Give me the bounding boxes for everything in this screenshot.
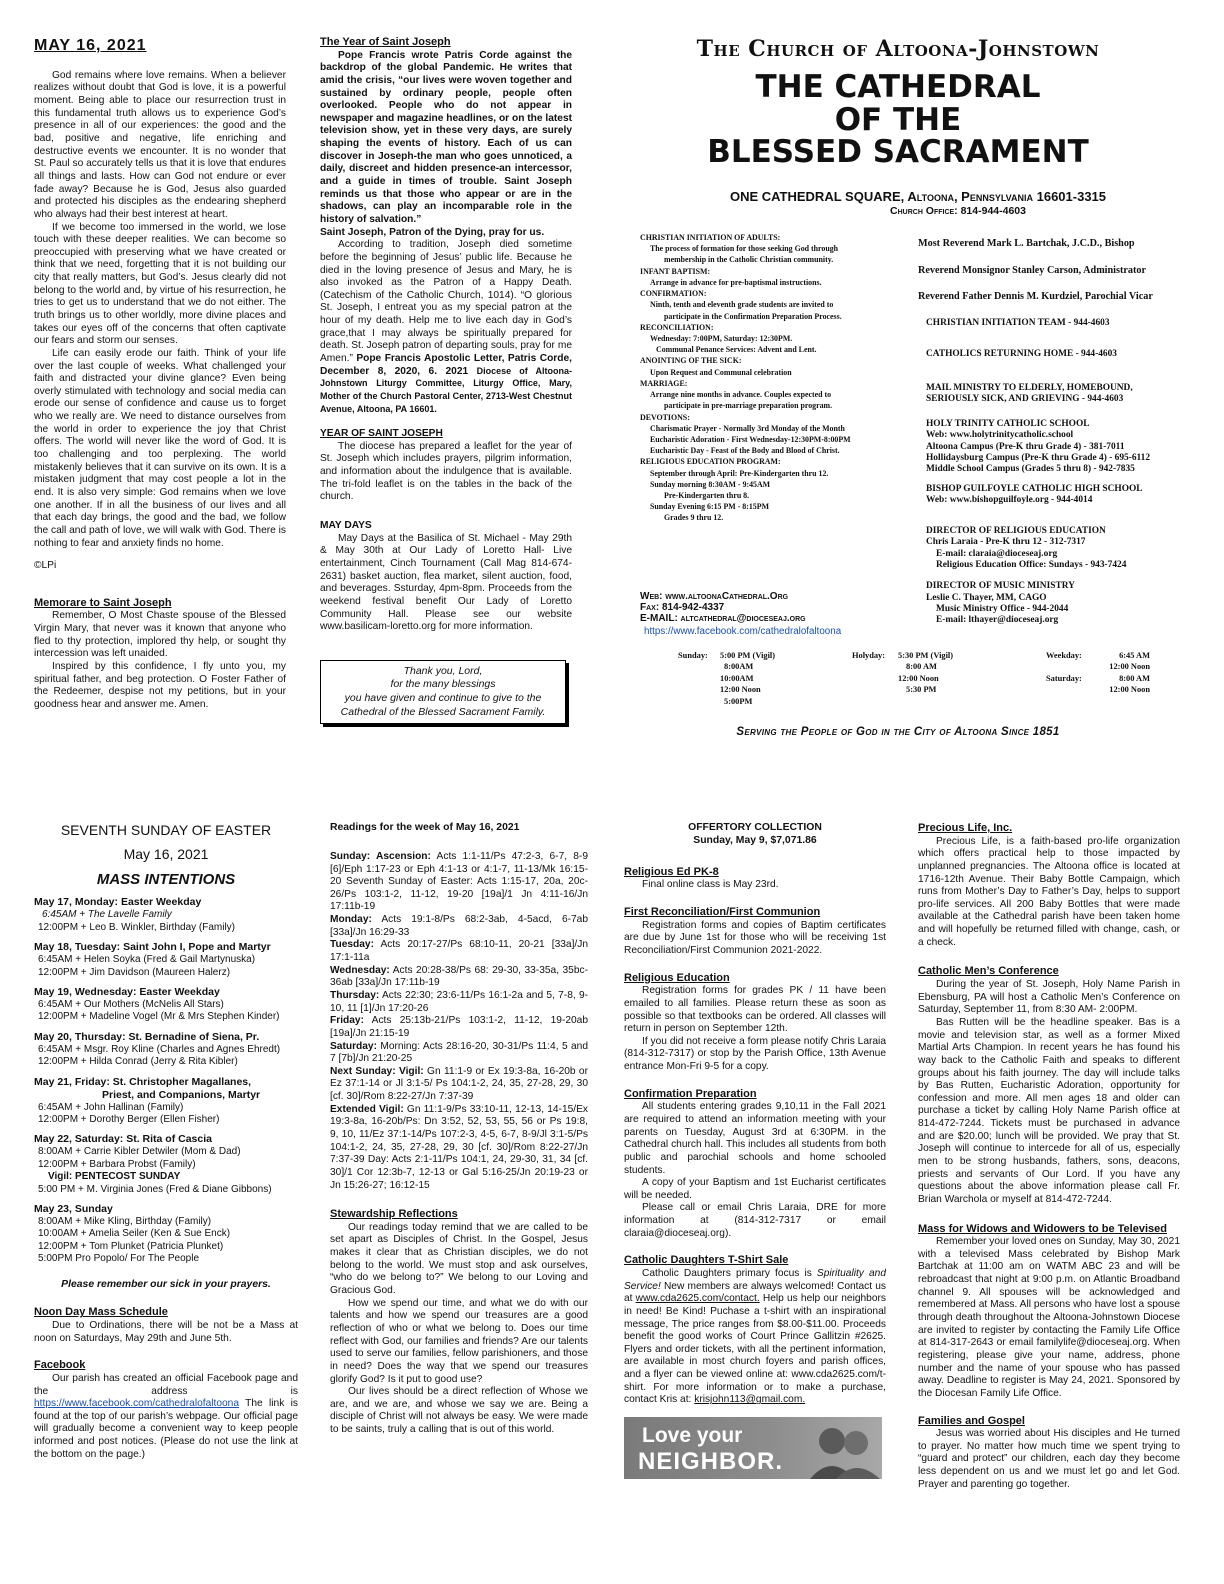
catholic-daughters-text — [624, 1268, 886, 1407]
sacrament-heading: CHRISTIAN INITIATION OF ADULTS: — [640, 233, 781, 242]
bulletin-date: MAY 16, 2021 — [34, 37, 147, 54]
sacrament-block — [640, 322, 902, 356]
mass-intentions-column — [34, 822, 298, 1562]
weekday-times — [1100, 650, 1150, 673]
stewardship-paragraph: Our lives should be a direct reflection of Whose we are, and we are, and whose we say we are. Being a disciple of Christ will not always be easy. We were made to be saints, truly a calling that is out of this world. — [330, 1386, 588, 1436]
reading-entry — [330, 1015, 588, 1040]
sacrament-block — [640, 232, 902, 266]
sacrament-line: Charismatic Prayer - Normally 3rd Monday of the Month — [650, 423, 845, 433]
reading-citations: Acts 25:13b-21/Ps 103:1-2, 11-12, 19-20ab [19a]/Jn 21:15-19 — [330, 1015, 588, 1039]
readings-column — [330, 822, 588, 1562]
intention-line: 5:00PM Pro Popolo/ For The People — [38, 1253, 200, 1265]
intention-line: 6:45AM + Our Mothers (McNelis All Stars) — [38, 998, 224, 1010]
sacraments-list — [640, 232, 902, 524]
precious-life-title: Precious Life, Inc. — [918, 822, 1013, 834]
mass-time: 5:30 PM — [906, 685, 937, 695]
may-days-paragraph: May Days at the Basilica of St. Michael - May 29th & May 30th at Our Lady of Loretto Hall- Live entertainment, Cinch Tournament (Call Mag 814-674-2631) basket auction, flea market, silent auction, food, and beverages. Ssturday, 4pm-8pm. Proceeds from the weekend festival benefit Our Lady of Loretto Community Hall. Please see our website www.basilicam-loretto.org for more information. — [320, 532, 572, 633]
intention-line: Vigil: PENTECOST SUNDAY — [48, 1171, 181, 1183]
reading-citations: Acts 1:1-11/Ps 47:2-3, 6-7, 8-9 [6]/Eph 1:17-23 or Eph 4:1-13 or 4:1-7, 11-13/Mk 16:15-20 Seventh Sunday of Easter: Acts 1:15-17, 20a, 20c-26/Ps 103:1-2, 11-12, 19-20 [19a]/1 Jn 4:11-16/Jn 17:11b-19 — [330, 850, 588, 913]
ministry-heading: DIRECTOR OF MUSIC MINISTRY — [926, 581, 1075, 592]
email[interactable]: E-MAIL: altcathedral@dioceseaj.org — [640, 613, 806, 625]
love-your-text: Love your — [642, 1424, 743, 1448]
reading-day: Saturday: — [330, 1040, 377, 1052]
weekday-label: Weekday: — [1046, 651, 1082, 660]
intention-line: 10:00AM + Amelia Seiler (Ken & Sue Enck) — [38, 1228, 231, 1240]
facebook-page-link[interactable]: https://www.facebook.com/cathedralofaltoona — [34, 1398, 239, 1410]
offertory-amount: Sunday, May 9, $7,071.86 — [693, 834, 817, 846]
reading-day: Friday: — [330, 1015, 364, 1027]
ministry-line: Middle School Campus (Grades 5 thru 8) - 942-7835 — [926, 464, 1135, 475]
reading-entry — [330, 939, 588, 964]
mens-conference-title: Catholic Men’s Conference — [918, 965, 1059, 978]
ministry-block — [926, 419, 1196, 475]
facebook-text: Our parish has created an official Facebook page and the address is — [34, 1372, 298, 1397]
mi-heading-2: May 16, 2021 — [123, 846, 209, 863]
saturday-label: Saturday: — [1046, 674, 1082, 683]
clergy-list — [918, 238, 1196, 304]
sacrament-block — [640, 378, 902, 412]
contact-block — [640, 591, 910, 638]
intention-line: 6:45AM + The Lavelle Family — [42, 909, 172, 921]
confirmation-text: Please call or email Chris Laraia, DRE for more information at (814-312-7317 or email claraia@dioceseaj.org). — [624, 1202, 886, 1239]
intention-line: 6:45AM + John Hallinan (Family) — [38, 1101, 184, 1113]
intention-day — [34, 986, 298, 1024]
thank-you-box — [320, 660, 566, 725]
patron-heading: Saint Joseph, Patron of the Dying, pray for us. — [320, 226, 545, 238]
intention-day — [34, 1203, 298, 1266]
ministry-line: Music Ministry Office - 944-2044 — [936, 603, 1069, 614]
cd-text: Catholic Daughters primary focus is — [642, 1268, 817, 1279]
cd-text-3: Help us help our neighbors in need! Be Kind! Puchase a t-shirt with an inspirational message, The price ranges from $8.00-$11.00. Proceeds benefit the good works of Court Prince Gallitzin #2625. Flyers and order tickets, with all the pertinent information, are available in most church foyers and parish offices, and a flyer can be viewed online at: www.cda2625.com/t-shirt. For more information or to make a purchase, contact Kris at: — [624, 1293, 886, 1406]
intention-line: 12:00PM + Leo B. Winkler, Birthday (Family) — [38, 921, 236, 933]
reading-entry — [330, 990, 588, 1015]
reflection-paragraph: If we become too immersed in the world, we lose touch with these deeper realities. We can become so preoccupied with preserving what we have created or think that we need, forgetting that it is not building our city that really matters, but God’s. Jesus clearly did not belong to the world and, by virtue of his resurrection, he tries to get us to understand that we do not either. The truth brings us to other worldly, more divine places and takes our eyes off of the concerns that often captivate our fears and storm our senses. — [34, 221, 286, 347]
intention-day — [34, 941, 298, 979]
reading-citations: Gn 11:1-9/Ps 33:10-11, 12-13, 14-15/Ex 19:3-8a, 16-20b/Ps: Dn 3:52, 52, 53, 55, 56 or Ps 19:8, 9, 10, 11/Ez 37:1-14/Ps 107:2-3, 4-5, 6-7, 8-9/Jl 3:1-5/Ps 104:1-2, 24, 35, 27-28, 29, 30 [cf. 30]/Rom 8:22-27/Jn 7:37-39 Day: Acts 2:1-11/Ps 104:1, 24, 29-30, 31, 34 [cf. 30]/1 Cor 12:3b-7, 12-13 or Gal 5:16-25/Jn 20:19-23 or Jn 15:26-27; 16:12-15 — [330, 1103, 588, 1191]
ministry-heading: MAIL MINISTRY TO ELDERLY, HOMEBOUND, — [926, 382, 1133, 393]
reading-entry — [330, 851, 588, 914]
saturday-times — [1100, 673, 1150, 696]
ministry-heading: DIRECTOR OF RELIGIOUS EDUCATION — [926, 526, 1106, 537]
serving-tagline: Serving the People of God in the City of Altoona Since 1851 — [736, 726, 1060, 738]
confirmation-title: Confirmation Preparation — [624, 1087, 757, 1100]
intention-line: 5:00 PM + M. Virginia Jones (Fred & Diane Gibbons) — [38, 1183, 272, 1195]
reading-citations: Morning: Acts 28:16-20, 30-31/Ps 11:4, 5 and 7 [7b]/Jn 21:20-25 — [330, 1040, 588, 1065]
religious-education-text: If you did not receive a form please notify Chris Laraia (814-312-7317) or stop by the Parish Office, 13th Avenue entrance Mon-Fri 9-5 for a copy. — [624, 1035, 886, 1073]
intention-day-heading: May 20, Thursday: St. Bernadine of Siena, Pr. — [34, 1030, 260, 1043]
title-line-2: OF THE — [834, 101, 962, 138]
sacrament-line: Wednesday: 7:00PM, Saturday: 12:30PM. — [650, 333, 793, 343]
widows-mass-title: Mass for Widows and Widowers to be Televised — [918, 1222, 1167, 1235]
sacrament-block — [640, 412, 902, 457]
first-communion-title: First Reconciliation/First Communion — [624, 906, 821, 919]
memorare-paragraph: Remember, O Most Chaste spouse of the Blessed Virgin Mary, that never was it known that anyone who fled to thy protection, implored thy help, or sought thy intercession was left unaided. — [34, 610, 286, 660]
intention-day-heading: May 18, Tuesday: Saint John I, Pope and Martyr — [34, 941, 271, 954]
mass-time: 12:00 Noon — [1109, 662, 1150, 672]
clergy-vicar: Reverend Father Dennis M. Kurdziel, Parochial Vicar — [918, 291, 1153, 303]
ministry-line: Altoona Campus (Pre-K thru Grade 4) - 381-7011 — [926, 441, 1125, 452]
intention-day-heading: May 19, Wednesday: Easter Weekday — [34, 985, 220, 998]
confirmation-text: All students entering grades 9,10,11 in the Fall 2021 are required to attend an information meeting with your parents on Tuesday, August 3rd at 6:30PM. in the Cathedral church hall. This includes all students from both public and parochial schools and home schooled students. — [624, 1101, 886, 1176]
reading-citations: Acts 19:1-8/Ps 68:2-3ab, 4-5acd, 6-7ab [33a]/Jn 16:29-33 — [330, 914, 588, 938]
holyday-times — [898, 650, 953, 696]
facebook-link[interactable]: https://www.facebook.com/cathedralofaltoona — [644, 625, 842, 637]
sacrament-line: Ninth, tenth and eleventh grade students are invited to — [650, 300, 834, 310]
reading-citations: Acts 22:30; 23:6-11/Ps 16:1-2a and 5, 7-8, 9-10, 11 [1]/Jn 17:20-26 — [330, 989, 588, 1014]
intention-line: 6:45AM + Helen Soyka (Fred & Gail Martynuska) — [38, 954, 256, 966]
sacrament-line: Communal Penance Services: Advent and Lent. — [656, 345, 817, 355]
sacrament-line: Arrange nine months in advance. Couples expected to — [650, 390, 832, 400]
sacrament-line: Sunday morning 8:30AM - 9:45AM — [650, 479, 771, 489]
mens-conference-text: During the year of St. Joseph, Holy Name Parish in Ebensburg, PA will host a Catholic Men’s Conference on Saturday, September 11, from 8:30 AM- 2:00PM. — [918, 979, 1180, 1016]
religious-education-title: Religious Education — [624, 971, 730, 984]
facebook-title: Facebook — [34, 1359, 86, 1372]
sacrament-heading: ANOINTING OF THE SICK: — [640, 356, 742, 366]
reading-entry — [330, 965, 588, 990]
mass-time: 5:00PM — [724, 696, 753, 706]
sacrament-line: membership in the Catholic Christian community. — [664, 255, 834, 265]
reading-day: Next Sunday: Vigil: — [330, 1065, 424, 1077]
mass-time: 8:00AM — [724, 662, 754, 672]
intention-line: 12:00PM + Madeline Vogel (Mr & Mrs Stephen Kinder) — [38, 1011, 280, 1023]
patris-corde-text: Pope Francis wrote Patris Corde against the backdrop of the global Pandemic. He writes that amid the crisis, “our lives were woven together and sustained by ordinary people, people often overlooked. People who do not appear in newspaper and magazine headlines, or on the latest television show, yet in these very days, are surely shaping the events of history. Each of us can discover in Joseph-the man who goes unnoticed, a daily, discreet and hidden presence-an intercessor, and a guide in times of trouble. Saint Joseph reminds us that those who appear or are in the shadows, can play an incomparable role in the history of salvation.” — [320, 49, 572, 225]
intention-line: 12:00PM + Dorothy Berger (Ellen Fisher) — [38, 1113, 220, 1125]
readings-list — [330, 851, 588, 1192]
sacrament-line: participate in the Confirmation Preparation Process. — [664, 311, 842, 321]
mi-heading-3: MASS INTENTIONS — [96, 870, 236, 888]
sacrament-line: participate in pre-marriage preparation program. — [664, 401, 833, 411]
cd-focus: Spirituality and Service! — [624, 1268, 886, 1292]
sacrament-block — [640, 355, 902, 377]
sacrament-line: Pre-Kindergarten thru 8. — [664, 491, 750, 501]
memorare-paragraph: Inspired by this confidence, I fly unto you, my spiritual father, and beg protection. O Foster Father of the Redeemer, despise not my petitions, but in your goodness hear and answer me. Amen. — [34, 661, 286, 710]
facebook-paragraph — [34, 1373, 298, 1461]
reading-day: Thursday: — [330, 989, 380, 1001]
religious-ed-pk8-title: Religious Ed PK-8 — [624, 865, 719, 878]
ministry-line: Web: www.holytrinitycatholic.school — [926, 430, 1074, 441]
thank-you-line: Cathedral of the Blessed Sacrament Family. — [340, 705, 546, 718]
title-line-3: BLESSED SACRAMENT — [707, 134, 1089, 171]
religious-ed-pk8-text: Final online class is May 23rd. — [642, 879, 779, 891]
year-of-saint-joseph-title-2: YEAR OF SAINT JOSEPH — [320, 428, 443, 440]
cathedral-title — [600, 71, 1196, 169]
mi-heading-1: SEVENTH SUNDAY OF EASTER — [60, 822, 272, 838]
ministry-line: Hollidaysburg Campus (Pre-K thru Grade 4) - 695-6112 — [926, 452, 1151, 463]
leaflet-paragraph: The diocese has prepared a leaflet for the year of St. Joseph which includes prayers, pilgrim information, and information about the indulgence that is available. The tri-fold leaflet is on the tables in the back of the church. — [320, 440, 572, 503]
ministry-line: E-mail: claraia@dioceseaj.org — [936, 548, 1058, 559]
patron-citation-2: Diocese of Altoona-Johnstown Liturgy Committee, Liturgy Office, Mary, Mother of the Church Pastoral Center, 2713-West Chestnut Avenue, Altoona, PA 16601. — [320, 365, 572, 414]
sacrament-heading: MARRIAGE: — [640, 378, 688, 388]
sacrament-block — [640, 288, 902, 322]
community-column — [918, 822, 1180, 1562]
reading-entry — [330, 1104, 588, 1192]
ministry-heading: CHRISTIAN INITIATION TEAM - 944-4603 — [926, 318, 1110, 328]
cd-email-link[interactable]: krisjohn113@gmail.com. — [694, 1394, 806, 1406]
intention-day — [34, 1133, 298, 1196]
ministry-line: Religious Education Office: Sundays - 943-7424 — [936, 559, 1127, 570]
sacrament-line: Grades 9 thru 12. — [664, 513, 724, 523]
mens-conference-text: Bas Rutten will be the headline speaker. Bas is a movie and television star, as well as a former Mixed Martial Arts Champion. In recent years he has found his way back to the Catholic Faith and speaks to different groups about his faith journey. The day will include talks by Bas Rutten, Eucharistic Adoration, opportunity for confession and more. All men ages 18 and older can purchase a ticket by calling Holy Name Parish office at 814-472-7244. Tickets must be purchased in advance and are $20.00; lunch will be provided. We pray that St. Joseph will continue to intercede for all of us, especially men to be strong husbands, fathers, sons, deacons, priests and servants of Our Lord. If you have any questions about the above information please call Fr. Brian Warchola or myself at 814-472-7244. — [918, 1016, 1180, 1205]
intention-line: 12:00PM + Hilda Conrad (Jerry & Rita Kibler) — [38, 1056, 238, 1068]
thank-you-line: for the many blessings — [390, 678, 496, 691]
ministry-heading: HOLY TRINITY CATHOLIC SCHOOL — [926, 419, 1090, 430]
intention-line: 6:45AM + Msgr. Roy Kline (Charles and Agnes Ehredt) — [38, 1043, 281, 1055]
ministry-block — [926, 349, 1196, 360]
intention-day — [34, 1031, 298, 1069]
cd-contact-link[interactable]: www.cda2625.com/contact. — [635, 1293, 760, 1305]
copyright: ©LPi — [34, 560, 57, 572]
sacrament-heading: INFANT BAPTISM: — [640, 266, 711, 276]
people-photo-icon — [792, 1417, 882, 1479]
stewardship-title: Stewardship Reflections — [330, 1208, 458, 1221]
ministry-block — [926, 526, 1196, 571]
widows-mass-text: Remember your loved ones on Sunday, May 30, 2021 with a televised Mass celebrated by Bishop Mark Bartchak at 11:00 am on WATM ABC 23 and will be rebroadcast that night at 9:00 p.m. on Atlantic Broadband channel 9. All spouses will be acknowledged and remembered at Mass. All persons who have lost a spouse through death throughout the Altoona-Johnstown Diocese are invited to register by contacting the Family Life Office at 814-317-2643 or email familylife@dioceseaj.org. When registering, please give your name, address, phone number and the name of your spouse who has passed away. Deadline to register is May 24, 2021. Sponsored by the Diocesan Family Life Office. — [918, 1236, 1180, 1399]
masthead — [600, 36, 1196, 756]
families-gospel-text: Jesus was worried about His disciples and He turned to prayer. No matter how much time we spent trying to “guard and protect” our children, each day they become less dependent on us and we must let go and let God. Prayer and parenting go together. — [918, 1428, 1180, 1490]
reading-citations: Acts 20:17-27/Ps 68:10-11, 20-21 [33a]/Jn 17:1-11a — [330, 939, 588, 964]
ministry-block — [926, 318, 1196, 329]
intention-day-heading: May 23, Sunday — [34, 1202, 113, 1215]
patron-paragraph — [320, 239, 572, 416]
intention-day — [34, 896, 298, 934]
reading-entry — [330, 914, 588, 939]
sacrament-block — [640, 456, 902, 523]
ministry-line: E-mail: lthayer@dioceseaj.org — [936, 615, 1059, 626]
intention-line: 12:00PM + Tom Plunket (Patricia Plunket) — [38, 1240, 224, 1252]
sacrament-heading: RECONCILIATION: — [640, 322, 714, 332]
stewardship-paragraph: How we spend our time, and what we do with our talents and how we spend our treasures are a good reflection of who or what we belong to. Does our time reflect with God, our families and friends? Are our talents used to serve our families, fellow parishioners, and those in need? Does the way that we spend our treasures glorify God? Is it put to good use? — [330, 1297, 588, 1385]
intention-day-heading: May 22, Saturday: St. Rita of Cascia — [34, 1133, 212, 1146]
mass-time: 5:00 PM (Vigil) — [720, 651, 776, 660]
church-office: Church Office: 814-944-4603 — [890, 205, 1026, 218]
sunday-times — [720, 650, 775, 707]
intention-line: 12:00PM + Jim Davidson (Maureen Halerz) — [38, 966, 231, 978]
sacrament-heading: DEVOTIONS: — [640, 412, 690, 422]
may-days-title: MAY DAYS — [320, 520, 372, 532]
sacrament-line: Upon Request and Communal celebration — [650, 367, 792, 377]
year-of-saint-joseph-title: The Year of Saint Joseph — [320, 36, 451, 48]
sacrament-line: Eucharistic Adoration - First Wednesday-12:30PM-8:00PM — [650, 434, 851, 444]
ministry-heading: BISHOP GUILFOYLE CATHOLIC HIGH SCHOOL — [926, 483, 1143, 494]
mass-times — [600, 650, 1196, 710]
sacrament-line: September through April: Pre-Kindergarten thru 12. — [650, 468, 829, 478]
sacrament-line: The process of formation for those seeking God through — [650, 244, 839, 254]
ministry-line: SERIOUSLY SICK, AND GRIEVING - 944-4603 — [926, 393, 1124, 404]
religious-education-text: Registration forms for grades PK / 11 have been emailed to all families. Please return these as soon as possible so that textbooks can be ordered. All classes will return in person on September 12th. — [624, 985, 886, 1035]
website[interactable]: Web: www.altoonaCathedral.Org — [640, 591, 789, 602]
mass-time: 6:45 AM — [1119, 651, 1150, 660]
patron-citation: Pope Francis Apostolic Letter, Patris Corde, December 8, 2020, 6. 2021 — [320, 353, 572, 377]
reading-citations: Gn 11:1-9 or Ex 19:3-8a, 16-20b or Ez 37:1-14 or Jl 3:1-5/ Ps 104:1-2, 24, 35, 27-28, 29, 30 [cf. 30]/Rom 8:22-27/Jn 7:37-39 — [330, 1065, 588, 1103]
noon-mass-paragraph: Due to Ordinations, there will be not be a Mass at noon on Saturdays, May 29th and June 5th. — [34, 1319, 298, 1344]
reading-day: Extended Vigil: — [330, 1103, 404, 1115]
reading-day: Wednesday: — [330, 964, 390, 976]
sacrament-line: Sunday Evening 6:15 PM - 8:15PM — [650, 502, 770, 512]
cd-text-2: New members are always welcomed! Contact us at — [624, 1280, 886, 1305]
intention-line: 8:00AM + Mike Kling, Birthday (Family) — [38, 1215, 212, 1227]
sacrament-heading: CONFIRMATION: — [640, 289, 707, 299]
reading-entry — [330, 1066, 588, 1104]
fax: Fax: 814-942-4337 — [640, 602, 725, 614]
church-name: The Church of Altoona-Johnstown — [696, 36, 1100, 62]
noon-mass-title: Noon Day Mass Schedule — [34, 1306, 168, 1319]
confirmation-text: A copy of your Baptism and 1st Eucharist certificates will be needed. — [624, 1177, 886, 1201]
readings-title: Readings for the week of May 16, 2021 — [330, 822, 520, 833]
memorare-title: Memorare to Saint Joseph — [34, 596, 172, 609]
sick-prayer: Please remember our sick in your prayers. — [61, 1279, 271, 1291]
sacrament-line: Eucharistic Day - Feast of the Body and Blood of Christ. — [650, 446, 840, 456]
sacrament-block — [640, 266, 902, 288]
patron-text: According to tradition, Joseph died sometime before the beginning of Jesus’ public life. Because he died in the loving presence of Jesus and Mary, he is also invoked as the Patron of a Happy Death. (Catechism of the Catholic Church, 1014). “O glorious St. Joseph, I entreat you as my special patron at the hour of my death. Help me to live each day in God’s grace,that I may always be spiritually prepared for death. St. Joseph patron of departing souls, pray for me Amen.” — [320, 239, 572, 364]
ministry-block — [926, 484, 1196, 507]
reading-day: Monday: — [330, 914, 372, 926]
holyday-label: Holyday: — [852, 651, 886, 660]
ministry-heading: CATHOLICS RETURNING HOME - 944-4603 — [926, 349, 1117, 360]
intention-day-heading: May 21, Friday: St. Christopher Magallanes, — [34, 1075, 252, 1088]
precious-life-text: Precious Life, is a faith-based pro-life organization which offers practical help to those impacted by unplanned pregnancies. The Altoona office is located at 1716-12th Avenue. Their Baby Bottle Campaign, which runs from Mother’s Day to Father’s Day, helps to support pro-life services. All 200 Baby Bottles that were made available at the Cathedral parish have been taken home and will hopefully be returned filled with change, cash, or a check. — [918, 835, 1180, 948]
reflection-column — [34, 36, 286, 756]
mass-time: 10:00AM — [720, 673, 754, 683]
intention-day-heading: Priest, and Companions, Martyr — [102, 1088, 261, 1101]
mass-time: 12:00 Noon — [898, 673, 939, 683]
mass-time: 5:30 PM (Vigil) — [898, 651, 954, 660]
thank-you-line: you have given and continue to give to the — [344, 692, 542, 705]
ministry-line: Chris Laraia - Pre-K thru 12 - 312-7317 — [926, 537, 1086, 548]
intention-line: 8:00AM + Carrie Kibler Detwiler (Mom & Dad) — [38, 1146, 241, 1158]
ministry-line: Leslie C. Thayer, MM, CAGO — [926, 592, 1047, 603]
neighbor-text: NEIGHBOR. — [638, 1448, 784, 1476]
ministry-line: Web: www.bishopguilfoyle.org - 944-4014 — [926, 494, 1093, 505]
families-gospel-title: Families and Gospel — [918, 1414, 1025, 1427]
saint-joseph-column — [320, 36, 572, 756]
mass-time: 8:00 AM — [906, 662, 937, 672]
reading-day: Tuesday: — [330, 939, 374, 951]
stewardship-paragraph: Our readings today remind that we are called to be set apart as Disciples of Christ. In the Gospel, Jesus makes it clear that as Christian disciples, we do not belong to the world. We must stop and ask ourselves, “who do we belong to?” We belong to our Loving and Gracious God. — [330, 1221, 588, 1297]
title-line-1: THE CATHEDRAL — [755, 69, 1041, 106]
reading-day: Sunday: Ascension: — [330, 850, 431, 862]
offertory-title: OFFERTORY COLLECTION — [688, 822, 822, 833]
reading-citations: Acts 20:28-38/Ps 68: 29-30, 33-35a, 35bc-36ab [33a]/Jn 17:11b-19 — [330, 964, 588, 989]
sunday-label: Sunday: — [678, 651, 708, 660]
intention-day — [34, 1076, 298, 1127]
intentions-list — [34, 896, 298, 1265]
mass-time: 12:00 Noon — [1109, 685, 1150, 695]
facebook-text-2: The link is found at the top of our parish’s webpage. Our official page will gradually become a convenient way to keep people informed and post notices. (Please do not use the link at the bottom on the page.) — [34, 1398, 298, 1460]
sacrament-line: Arrange in advance for pre-baptismal instructions. — [650, 277, 822, 287]
announcements-column — [624, 822, 886, 1562]
reflection-paragraph: Life can easily erode our faith. Think of your life over the last couple of weeks. What challenged your faith and distracted your divine glance? Even being overly stimulated with technology and social media can erode our sense of confidence and cause us to forget who we really are. We need to distance ourselves from the world in order to experience the joy that Christ offers. The world will never like the word of God. It is too challenging and too perplexing. The world mistakenly believes that it can survive on its own. It is a mistaken judgment that may cost people a lot in the end. It is also very simple: God remains when we love one another. If in all the business of our lives and all that each day brings, the good and the bad, we follow the call and path of love, we will walk with God. There is nothing to fear and anxiety finds no home. — [34, 347, 286, 549]
ministry-block — [926, 383, 1196, 406]
clergy-administrator: Reverend Monsignor Stanley Carson, Administrator — [918, 264, 1146, 276]
love-your-neighbor-image — [624, 1417, 882, 1479]
mass-time: 8:00 AM — [1119, 674, 1150, 683]
reading-entry — [330, 1041, 588, 1066]
reflection-paragraph: God remains where love remains. When a believer realizes without doubt that God is love, it is a powerful moment. Being able to place our resurrection trust in this fundamental truth allows us to experience God’s presence in all of our experiences: the good and the bad, positive and negative, life enriching and destructive events we encounter. It is no wonder that St. Paul so accurately tells us that it is love that endures all things and lasts. How can God not endure or ever fade away? Because he is God, Jesus also guarded and protected his disciples as the endearing shepherd who always had their best interest at heart. — [34, 69, 286, 220]
ministries-list — [926, 318, 1196, 626]
mass-time: 12:00 Noon — [720, 685, 761, 695]
intention-line: 12:00PM + Barbara Probst (Family) — [38, 1158, 196, 1170]
catholic-daughters-title: Catholic Daughters T-Shirt Sale — [624, 1254, 789, 1267]
clergy-bishop: Most Reverend Mark L. Bartchak, J.C.D., Bishop — [918, 238, 1135, 249]
intention-day-heading: May 17, Monday: Easter Weekday — [34, 896, 202, 909]
thank-you-line: Thank you, Lord, — [403, 664, 483, 677]
sacrament-heading: RELIGIOUS EDUCATION PROGRAM: — [640, 457, 781, 467]
first-communion-text: Registration forms and copies of Baptim certificates are due by June 1st for those who will be receiving 1st Reconciliation/First Communion 2021-2022. — [624, 919, 886, 956]
ministry-block — [926, 581, 1196, 626]
address: ONE CATHEDRAL SQUARE, Altoona, Pennsylvania 16601-3315 — [729, 188, 1107, 204]
